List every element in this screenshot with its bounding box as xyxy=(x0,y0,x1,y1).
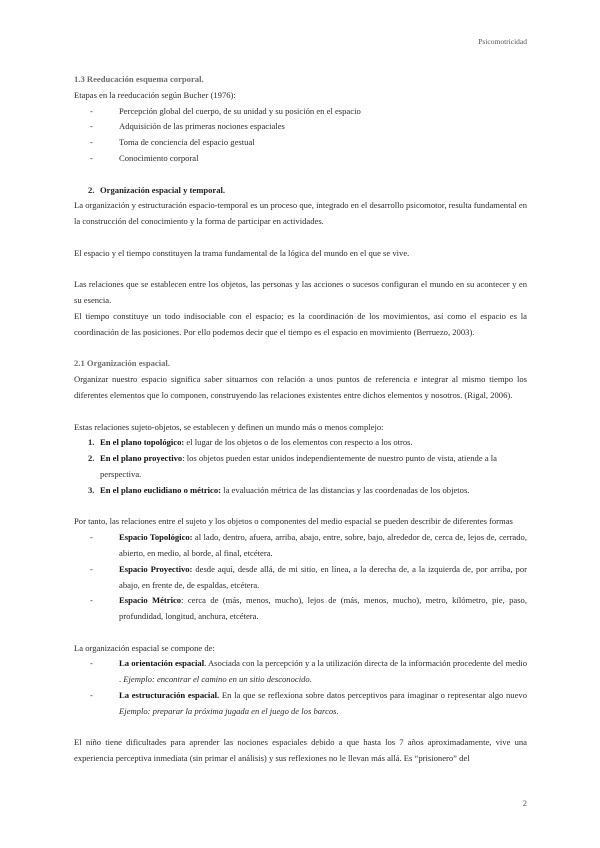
paragraph: El tiempo constituye un todo indisociable con el espacio; es la coordinación de los movimientos, así como el espacio es la coordinación de las posiciones. Por ello podemos decir que el tiempo es el espacio en movimiento (Berruezo, 2003). xyxy=(74,310,527,337)
list-item: - Percepción global del cuerpo, de su unidad y su posición en el espacio xyxy=(90,105,361,116)
bullet-list xyxy=(74,104,527,167)
paragraph: Por tanto, las relaciones entre el sujeto y los objetos o componentes del medio espacial se pueden describir de diferentes formas xyxy=(74,516,513,527)
paragraph: Organizar nuestro espacio significa saber situarnos con relación a unos puntos de referencia e integrar al mismo tiempo los diferentes elementos que lo componen, construyendo las relaciones existentes entre dichos elementos y nosotros. (Rigal, 2006). xyxy=(74,374,527,400)
page-content xyxy=(74,72,527,767)
bullet-list xyxy=(74,530,527,625)
paragraph: Las relaciones que se establecen entre los objetos, las personas y las acciones o sucesos configuran el mundo en su acontecer y en su esencia. xyxy=(74,279,527,306)
list-item: 1. En el plano topológico: el lugar de los objetos o de los elementos con respecto a los otros. xyxy=(88,437,413,448)
paragraph: Estas relaciones sujeto-objetos, se establecen y definen un mundo más o menos complejo: xyxy=(74,421,384,432)
list-item: - Espacio Proyectivo: desde aquí, desde allá, de mi sitio, en línea, a la derecha de, a la izquierda de, por arriba, por abajo, en frente de, de espaldas, etcétera. xyxy=(90,563,527,590)
paragraph: Etapas en la reeducación según Bucher (1976): xyxy=(74,89,236,100)
section-heading-2-1: 2.1 Organización espacial. xyxy=(74,358,170,369)
paragraph: La organización espacial se compone de: xyxy=(74,642,215,653)
list-item: 3. En el plano euclidiano o métrico: la evaluación métrica de las distancias y las coordenadas de los objetos. xyxy=(88,484,470,495)
list-item: - Espacio Topológico: al lado, dentro, afuera, arriba, abajo, entre, sobre, bajo, alrededor de, cerca de, lejos de, cerrado, abierto, en medio, al borde, al final, etcétera. xyxy=(90,532,527,558)
running-header: Psicomotricidad xyxy=(478,37,527,46)
list-item: - Conocimiento corporal xyxy=(90,152,199,163)
numbered-list xyxy=(74,435,527,498)
paragraph: El niño tiene dificultades para aprender las nociones espaciales debido a que hasta los 7 años aproximadamente, vive una experiencia perceptiva inmediata (sin primar el análisis) y sus reflexiones no le llevan más allá. Es “prisionero” del xyxy=(74,737,527,764)
list-item: - Espacio Métrico: cerca de (más, menos, mucho), lejos de (más, menos, mucho), metro, kilómetro, pie, paso, profundidad, longitud, anchura, etcétera. xyxy=(90,595,527,622)
page-number: 2 xyxy=(522,798,527,808)
section-heading-2: 2. Organización espacial y temporal. xyxy=(88,184,226,195)
list-item: - Adquisición de las primeras nociones espaciales xyxy=(90,121,285,132)
paragraph: El espacio y el tiempo constituyen la trama fundamental de la lógica del mundo en el que se vive. xyxy=(74,247,410,258)
bullet-list xyxy=(74,656,527,719)
list-item: 2. En el plano proyectivo: los objetos pueden estar unidos independientemente de nuestro punto de vista, atiende a la perspectiva. xyxy=(88,453,497,479)
list-item: - La estructuración espacial. En la que se reflexiona sobre datos perceptivos para imaginar o representar algo nuevo Ejemplo: preparar la próxima jugada en el juego de los barcos. xyxy=(90,690,527,716)
paragraph: La organización y estructuración espacio-temporal es un proceso que, integrado en el desarrollo psicomotor, resulta fundamental en la construcción del conocimiento y la forma de participar en actividades. xyxy=(74,200,527,227)
section-heading-1-3: 1.3 Reeducación esquema corporal. xyxy=(74,74,204,84)
list-item: - Toma de conciencia del espacio gestual xyxy=(90,137,255,148)
list-item: - La orientación espacial. Asociada con la percepción y a la utilización directa de la información procedente del medio . Ejemplo: encontrar el camino en un sitio desconocido. xyxy=(90,658,527,685)
